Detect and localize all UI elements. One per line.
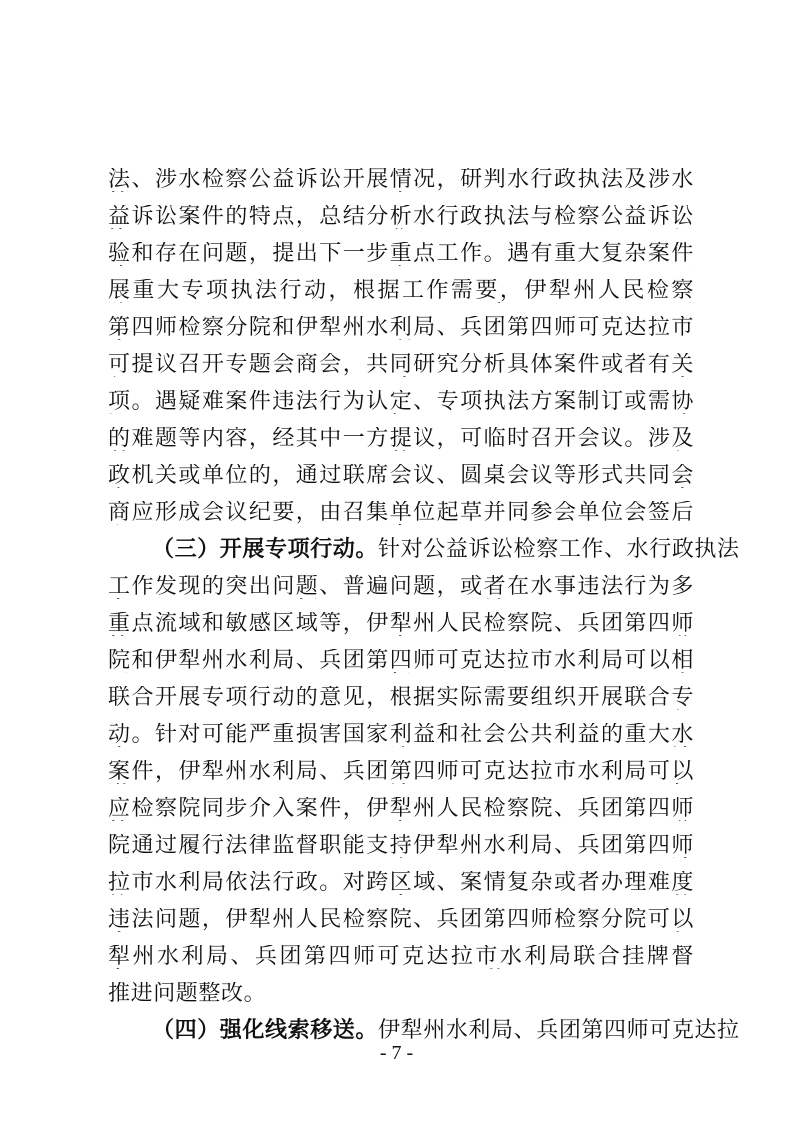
section-4-first-line-text: 伊犁州水利局、兵团第四师可克达拉 — [378, 1018, 740, 1043]
text-line: 院通过履行法律监督职能支持伊犁州水利局、兵团第四师 — [108, 834, 694, 858]
text-line: 法、涉水检察公益诉讼开展情况，研判水行政执法及涉水 — [108, 168, 694, 192]
section-4-first-line — [152, 1018, 740, 1043]
page-number: - 7 - — [379, 1042, 414, 1064]
section-3-first-line-text: 针对公益诉讼检察工作、水行政执法 — [378, 537, 740, 562]
text-line: 动。针对可能严重损害国家利益和社会公共利益的重大水 — [108, 723, 694, 747]
text-line: 重点流域和敏感区域等，伊犁州人民检察院、兵团第四师 — [108, 612, 694, 636]
text-line: 推进问题整改。 — [108, 982, 267, 1006]
text-line: 商应形成会议纪要，由召集单位起草并同参会单位会签后 — [108, 501, 694, 525]
text-line: 的难题等内容，经其中一方提议，可临时召开会议。涉及 — [108, 427, 694, 451]
text-line: 拉市水利局依法行政。对跨区域、案情复杂或者办理难度 — [108, 871, 694, 895]
text-line: 益诉讼案件的特点，总结分析水行政执法与检察公益诉讼 — [108, 205, 694, 229]
text-line: 展重大专项执法行动，根据工作需要，伊犁州人民检察 — [108, 279, 694, 303]
text-line: 院和伊犁州水利局、兵团第四师可克达拉市水利局可以相 — [108, 649, 694, 673]
text-line: 工作发现的突出问题、普遍问题，或者在水事违法行为多 — [108, 575, 694, 599]
text-line: 第四师检察分院和伊犁州水利局、兵团第四师可克达拉市 — [108, 316, 694, 340]
text-line: 违法问题，伊犁州人民检察院、兵团第四师检察分院可以 — [108, 908, 694, 932]
section-3-heading: （三）开展专项行动。 — [152, 537, 379, 562]
section-3-first-line — [152, 537, 740, 562]
text-line: 验和存在问题，提出下一步重点工作。遇有重大复杂案件 — [108, 242, 694, 266]
text-line: 案件，伊犁州水利局、兵团第四师可克达拉市水利局可以 — [108, 760, 694, 784]
text-line: 犁州水利局、兵团第四师可克达拉市水利局联合挂牌督 — [108, 945, 694, 969]
text-line: 应检察院同步介入案件，伊犁州人民检察院、兵团第四师 — [108, 797, 694, 821]
section-4-heading: （四）强化线索移送。 — [152, 1018, 379, 1043]
text-line: 政机关或单位的，通过联席会议、圆桌会议等形式共同会 — [108, 464, 694, 488]
text-line: 项。遇疑难案件违法行为认定、专项执法方案制订或需协 — [108, 390, 694, 414]
text-line: 联合开展专项行动的意见，根据实际需要组织开展联合专 — [108, 686, 694, 710]
text-line: 可提议召开专题会商会，共同研究分析具体案件或者有关 — [108, 353, 694, 377]
